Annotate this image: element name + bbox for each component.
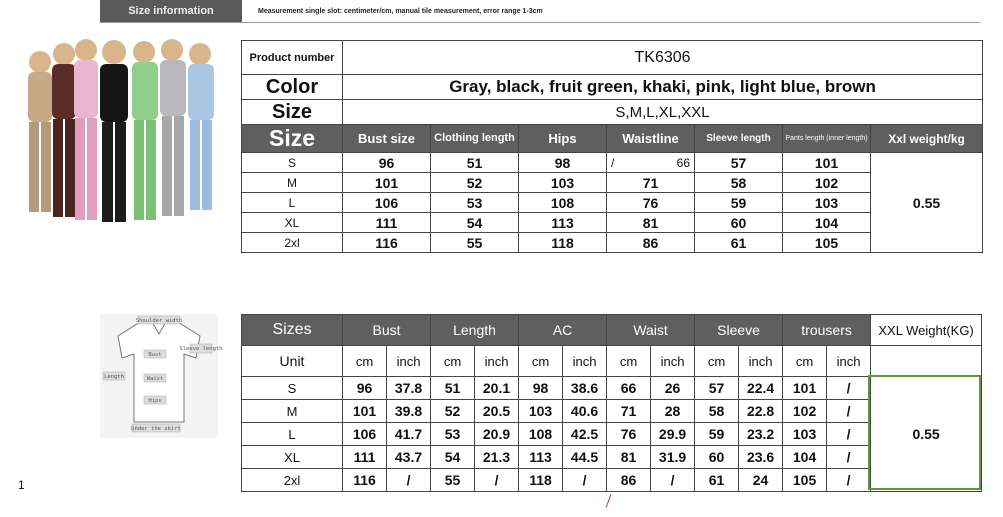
size-value: S,M,L,XL,XXL [343, 100, 983, 125]
pants-cell: 103 [783, 193, 871, 213]
header-divider [100, 22, 980, 23]
header-xxl-weight: XXL Weight(KG) [871, 315, 982, 346]
value-cell: 102 [783, 400, 827, 423]
size-cell: XL [242, 446, 343, 469]
size-label: Size [242, 100, 343, 125]
size-cell: 2xl [242, 469, 343, 492]
value-cell: 104 [783, 446, 827, 469]
size-cell: S [242, 377, 343, 400]
value-cell: 106 [343, 423, 387, 446]
bust-cell: 101 [343, 173, 431, 193]
header-bust: Bust [343, 315, 431, 346]
table-row [242, 153, 983, 173]
length-cell: 51 [431, 153, 519, 173]
value-cell: 66 [607, 377, 651, 400]
value-cell: / [827, 377, 871, 400]
value-cell: 103 [783, 423, 827, 446]
value-cell: 96 [343, 377, 387, 400]
unit-cell: cm [783, 346, 827, 377]
hips-cell: 98 [519, 153, 607, 173]
value-cell: 98 [519, 377, 563, 400]
value-cell: 60 [695, 446, 739, 469]
header-clothing-length: Clothing length [431, 125, 519, 153]
unit-cell: inch [475, 346, 519, 377]
value-cell: 61 [695, 469, 739, 492]
waist-cell: 76 [607, 193, 695, 213]
size-cell: M [242, 173, 343, 193]
unit-label: Unit [242, 346, 343, 377]
size-information-label: Size information [128, 5, 214, 17]
waist-cell: 71 [607, 173, 695, 193]
value-cell: 24 [739, 469, 783, 492]
pants-cell: 102 [783, 173, 871, 193]
product-number-row [242, 41, 983, 75]
value-cell: 57 [695, 377, 739, 400]
value-cell: 39.8 [387, 400, 431, 423]
header-pants-length: Pants length (inner length) [783, 125, 871, 153]
sleeve-cell: 59 [695, 193, 783, 213]
header-sleeve-length: Sleeve length [695, 125, 783, 153]
product-number-value: TK6306 [343, 41, 983, 75]
unit-cell: cm [607, 346, 651, 377]
unit-cell: inch [827, 346, 871, 377]
size-table-primary [241, 40, 983, 253]
value-cell: 22.8 [739, 400, 783, 423]
unit-cell: inch [651, 346, 695, 377]
header-waistline: Waistline [607, 125, 695, 153]
value-cell: 28 [651, 400, 695, 423]
page-number: 1 [18, 478, 25, 492]
value-cell: 108 [519, 423, 563, 446]
value-cell: 71 [607, 400, 651, 423]
sleeve-cell: 58 [695, 173, 783, 193]
diagram-label-hips: Hips [148, 398, 162, 404]
value-cell: 76 [607, 423, 651, 446]
value-cell: 40.6 [563, 400, 607, 423]
value-cell: 58 [695, 400, 739, 423]
sleeve-cell: 60 [695, 213, 783, 233]
value-cell: 105 [783, 469, 827, 492]
unit-cell: cm [519, 346, 563, 377]
value-cell: 113 [519, 446, 563, 469]
value-cell: 101 [783, 377, 827, 400]
table-row [242, 377, 982, 400]
table-row [242, 469, 982, 492]
value-cell: 59 [695, 423, 739, 446]
waist-cell [607, 153, 695, 173]
header-sizes: Sizes [242, 315, 343, 346]
value-cell: / [827, 446, 871, 469]
value-cell: / [651, 469, 695, 492]
hips-cell: 103 [519, 173, 607, 193]
unit-cell: cm [343, 346, 387, 377]
sleeve-cell: 61 [695, 233, 783, 253]
value-cell: 51 [431, 377, 475, 400]
waist-cell: 86 [607, 233, 695, 253]
color-row [242, 75, 983, 100]
unit-cell: cm [431, 346, 475, 377]
table-row [242, 446, 982, 469]
size-cell: XL [242, 213, 343, 233]
header-ac: AC [519, 315, 607, 346]
color-label: Color [242, 75, 343, 100]
diagram-label-length: Length [104, 374, 124, 380]
value-cell: 26 [651, 377, 695, 400]
diagram-label-shoulder: Shoulder width [135, 318, 183, 324]
header-waist: Waist [607, 315, 695, 346]
value-cell: 20.5 [475, 400, 519, 423]
hips-cell: 118 [519, 233, 607, 253]
table-row [242, 400, 982, 423]
value-cell: 43.7 [387, 446, 431, 469]
header-weight: Xxl weight/kg [871, 125, 983, 153]
size-cell: 2xl [242, 233, 343, 253]
waist-value: 66 [676, 156, 690, 170]
pants-cell: 105 [783, 233, 871, 253]
sleeve-cell: 57 [695, 153, 783, 173]
bust-cell: 116 [343, 233, 431, 253]
diagram-label-hem: Under the skirt [131, 426, 181, 432]
pants-cell: 104 [783, 213, 871, 233]
measurement-note: Measurement single slot: centimeter/cm, manual tile measurement, error range 1-3cm [258, 8, 543, 15]
size-cell: L [242, 193, 343, 213]
bust-cell: 111 [343, 213, 431, 233]
value-cell: 118 [519, 469, 563, 492]
length-cell: 54 [431, 213, 519, 233]
length-cell: 53 [431, 193, 519, 213]
unit-cell: inch [563, 346, 607, 377]
hips-cell: 108 [519, 193, 607, 213]
value-cell: 38.6 [563, 377, 607, 400]
measurement-diagram [100, 314, 223, 438]
table1-header-row [242, 125, 983, 153]
value-cell: 22.4 [739, 377, 783, 400]
value-cell: 53 [431, 423, 475, 446]
value-cell: 21.3 [475, 446, 519, 469]
size-cell: M [242, 400, 343, 423]
hips-cell: 113 [519, 213, 607, 233]
size-information-tab [100, 0, 242, 22]
waist-slash-mark: / [611, 156, 615, 170]
size-table-detailed [241, 314, 982, 492]
value-cell: 81 [607, 446, 651, 469]
unit-cell: inch [387, 346, 431, 377]
weight-cell: 0.55 [871, 153, 983, 253]
stray-mark [606, 494, 612, 507]
value-cell: 20.9 [475, 423, 519, 446]
value-cell: / [387, 469, 431, 492]
value-cell: 52 [431, 400, 475, 423]
waist-cell: 81 [607, 213, 695, 233]
unit-cell: cm [695, 346, 739, 377]
value-cell: 103 [519, 400, 563, 423]
value-cell: / [475, 469, 519, 492]
length-cell: 52 [431, 173, 519, 193]
value-cell: 101 [343, 400, 387, 423]
unit-row [242, 346, 982, 377]
size-cell: L [242, 423, 343, 446]
value-cell: 37.8 [387, 377, 431, 400]
value-cell: / [827, 423, 871, 446]
unit-cell: inch [739, 346, 783, 377]
bust-cell: 106 [343, 193, 431, 213]
value-cell: / [563, 469, 607, 492]
value-cell: 42.5 [563, 423, 607, 446]
value-cell: 20.1 [475, 377, 519, 400]
size-cell: S [242, 153, 343, 173]
weight-cell: 0.55 [871, 377, 982, 492]
header-trousers: trousers [783, 315, 871, 346]
header-sleeve: Sleeve [695, 315, 783, 346]
diagram-label-waist: Waist [146, 376, 164, 382]
product-photo [16, 32, 230, 246]
value-cell: / [827, 469, 871, 492]
bust-cell: 96 [343, 153, 431, 173]
value-cell: 55 [431, 469, 475, 492]
length-cell: 55 [431, 233, 519, 253]
table2-header-row [242, 315, 982, 346]
header-hips: Hips [519, 125, 607, 153]
value-cell: 41.7 [387, 423, 431, 446]
header-size: Size [242, 125, 343, 153]
unit-weight-blank [871, 346, 982, 377]
diagram-label-bust: Bust [148, 352, 162, 358]
header-bust: Bust size [343, 125, 431, 153]
pants-cell: 101 [783, 153, 871, 173]
color-value: Gray, black, fruit green, khaki, pink, light blue, brown [343, 75, 983, 100]
header-length: Length [431, 315, 519, 346]
value-cell: / [827, 400, 871, 423]
product-number-label: Product number [242, 41, 343, 75]
value-cell: 111 [343, 446, 387, 469]
value-cell: 116 [343, 469, 387, 492]
value-cell: 44.5 [563, 446, 607, 469]
value-cell: 31.9 [651, 446, 695, 469]
value-cell: 86 [607, 469, 651, 492]
table-row [242, 423, 982, 446]
value-cell: 29.9 [651, 423, 695, 446]
value-cell: 23.6 [739, 446, 783, 469]
diagram-label-sleeve: Sleeve length [179, 346, 223, 352]
value-cell: 23.2 [739, 423, 783, 446]
value-cell: 54 [431, 446, 475, 469]
size-row [242, 100, 983, 125]
